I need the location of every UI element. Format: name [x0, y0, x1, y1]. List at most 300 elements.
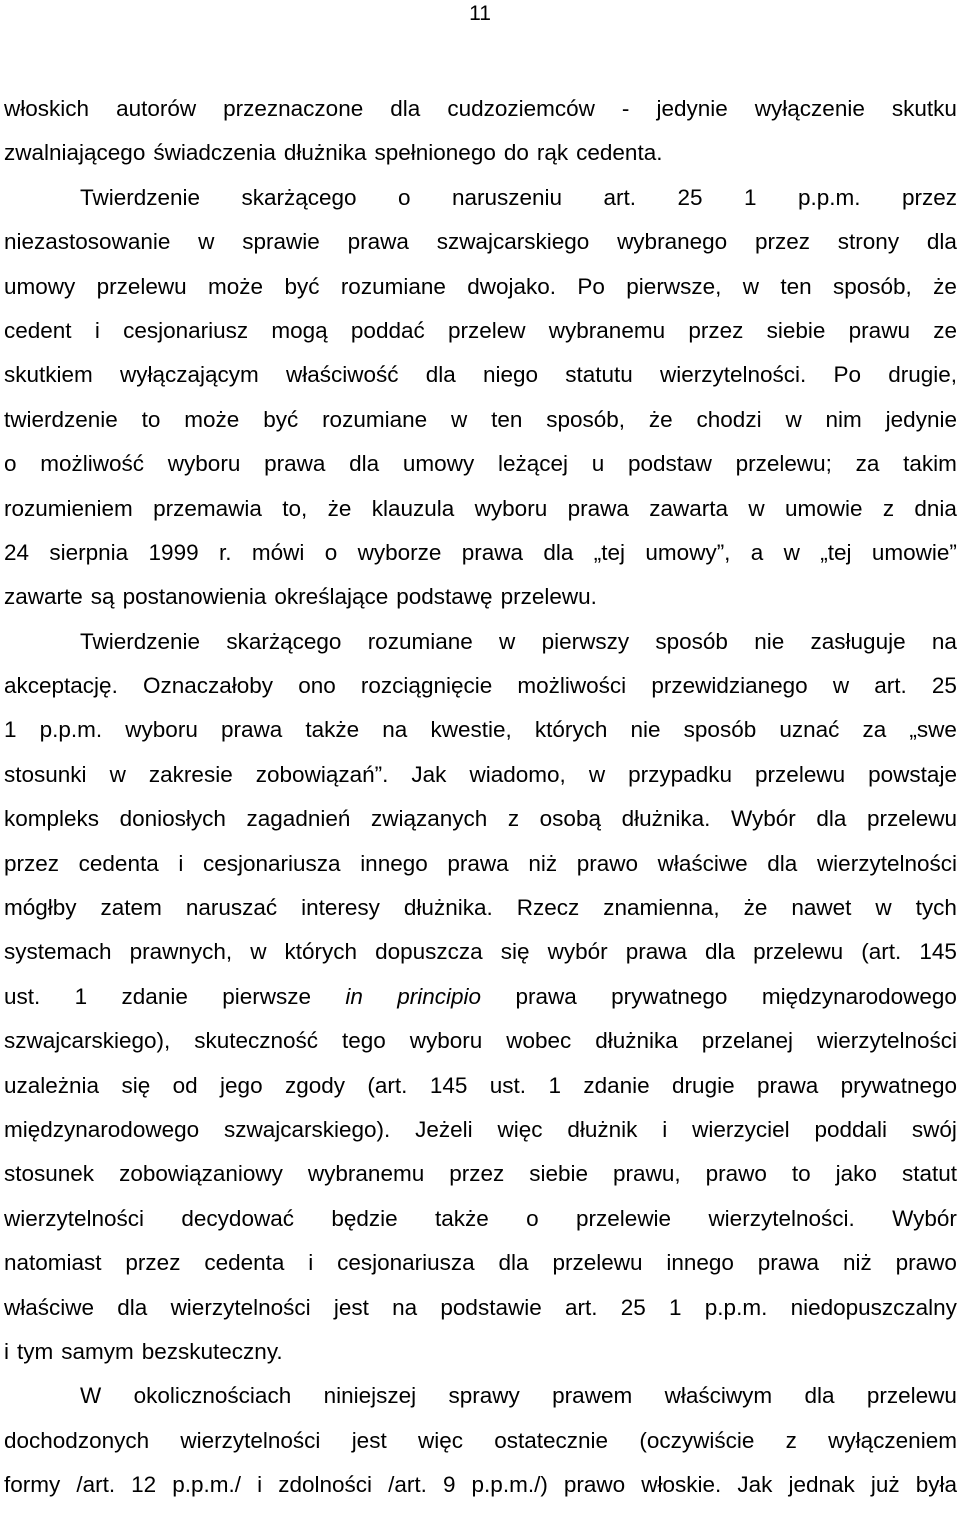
word: osobą: [539, 806, 601, 832]
word: 1999: [148, 539, 199, 565]
word: stosunek: [4, 1161, 95, 1187]
word: Wybór: [730, 806, 796, 832]
word: zobowiązań”.: [255, 761, 389, 787]
word: których: [284, 939, 358, 965]
text-line: [4, 895, 957, 939]
word: naruszeniu: [452, 184, 563, 210]
word: cudzoziemców: [447, 96, 595, 121]
text-line: [4, 318, 957, 362]
word: 145: [429, 1072, 468, 1098]
text-line: [4, 1383, 957, 1427]
word: przelewu: [866, 1383, 957, 1409]
word: że: [327, 495, 352, 521]
word: i: [94, 317, 100, 343]
word: autorów: [116, 96, 197, 121]
word: Wybór: [892, 1205, 957, 1231]
word: zdanie: [583, 1072, 650, 1098]
word: będzie: [331, 1205, 398, 1231]
word: prawo: [705, 1161, 767, 1187]
word: w: [499, 628, 516, 654]
word: niż: [528, 850, 558, 876]
word: w: [748, 495, 765, 521]
word: nawet: [791, 895, 852, 921]
word: właściwe: [657, 850, 748, 876]
word: postanowienia: [122, 584, 267, 610]
word: kwestie,: [430, 717, 512, 743]
word: umowie: [784, 495, 863, 521]
word: cesjonariusza: [337, 1250, 475, 1276]
word: twierdzenie: [4, 406, 118, 432]
word: to: [141, 406, 161, 432]
word: przez: [125, 1250, 181, 1276]
word: jest: [333, 1294, 369, 1320]
word: Twierdzenie: [80, 184, 201, 210]
word: jedynie: [656, 96, 728, 121]
word: ust.: [489, 1072, 527, 1098]
word: umowy”,: [645, 539, 731, 565]
word: mówi: [251, 539, 305, 565]
word: skutku: [891, 96, 957, 121]
word: wyłączającym: [119, 362, 259, 388]
word: wiadomo,: [469, 761, 566, 787]
word: „tej: [593, 539, 626, 565]
word: decydować: [181, 1205, 294, 1231]
word: doniosłych: [119, 806, 226, 832]
word: wierzytelności.: [659, 362, 807, 388]
word: prawa: [625, 939, 687, 965]
word: się: [121, 1072, 151, 1098]
word: niego: [482, 362, 538, 388]
word: świadczenia: [153, 140, 276, 166]
text-line: [4, 984, 957, 1028]
word: innego: [666, 1250, 734, 1276]
word: cedenta: [78, 850, 159, 876]
word: także: [305, 717, 360, 743]
word: właściwość: [285, 362, 399, 388]
word: zakresie: [148, 761, 233, 787]
word: statutu: [565, 362, 633, 388]
word: stosunki: [4, 761, 87, 787]
word: skarżącego: [226, 628, 342, 654]
word: przelewu: [96, 273, 187, 299]
word: drugie,: [888, 362, 957, 388]
word: Twierdzenie: [80, 628, 201, 654]
word: dla: [349, 451, 380, 477]
word: więc: [497, 1116, 543, 1142]
word: sposób: [655, 628, 728, 654]
word: in: [345, 983, 363, 1009]
word: /art.: [388, 1472, 427, 1498]
text-line: [4, 1339, 957, 1383]
word: w: [783, 539, 800, 565]
word: jest: [351, 1427, 387, 1453]
text-line: [4, 1472, 957, 1516]
word: możliwość: [40, 451, 145, 477]
word: których: [534, 717, 608, 743]
word: się: [500, 939, 530, 965]
word: rozumiane: [367, 628, 473, 654]
word: niniejszej: [323, 1383, 417, 1409]
word: chodzi: [696, 406, 762, 432]
word: rąk: [536, 140, 569, 166]
word: umowy: [402, 451, 475, 477]
word: niezastosowanie: [4, 229, 171, 255]
word: o: [324, 539, 338, 565]
word: od: [172, 1072, 198, 1098]
word: wybranemu: [548, 317, 666, 343]
word: wyłączenie: [754, 96, 865, 121]
word: prawnych,: [129, 939, 233, 965]
word: dla: [117, 1294, 148, 1320]
word: Po: [833, 362, 861, 388]
word: umowie”: [871, 539, 957, 565]
word: o: [526, 1205, 539, 1231]
word: /art.: [76, 1472, 116, 1498]
word: dłużnika.: [403, 895, 493, 921]
word: poddać: [350, 317, 425, 343]
word: dłużnik: [567, 1116, 638, 1142]
word: prywatnego: [840, 1072, 957, 1098]
word: dochodzonych: [4, 1427, 150, 1453]
word: w: [450, 406, 468, 432]
word: rozciągnięcie: [360, 673, 493, 699]
word: sierpnia: [49, 539, 129, 565]
word: sprawy: [448, 1383, 520, 1409]
word: możliwości: [517, 673, 627, 699]
word: prawa: [347, 229, 409, 255]
word: wyboru: [167, 451, 241, 477]
word: w: [109, 761, 126, 787]
word: tych: [915, 895, 957, 921]
word: włoskie.: [641, 1472, 722, 1498]
word: prawu: [848, 317, 910, 343]
word: międzynarodowego: [4, 1116, 200, 1142]
word: wybranego: [617, 229, 728, 255]
word: za: [855, 451, 880, 477]
text-line: [4, 96, 957, 140]
word: spełnionego: [374, 140, 496, 166]
word: na: [392, 1294, 418, 1320]
word: art.: [603, 184, 637, 210]
word: że: [933, 273, 957, 299]
word: 1: [669, 1294, 682, 1320]
word: principio: [397, 983, 482, 1009]
word: naruszać: [185, 895, 278, 921]
word: strony: [837, 229, 900, 255]
word: dopuszcza: [375, 939, 483, 965]
word: przelewu: [866, 806, 957, 832]
word: wierzytelności: [180, 1427, 321, 1453]
word: ten: [780, 273, 812, 299]
word: siebie: [766, 317, 826, 343]
word: 25: [931, 673, 957, 699]
word: cesjonariusz: [123, 317, 249, 343]
word: przez: [688, 317, 744, 343]
word: w: [832, 673, 850, 699]
word: wierzytelności: [170, 1294, 311, 1320]
text-line: [4, 1028, 957, 1072]
word: systemach: [4, 939, 112, 965]
word: p.p.m./: [172, 1472, 242, 1498]
word: jego: [220, 1072, 263, 1098]
word: zatem: [100, 895, 162, 921]
word: zobowiązaniowy: [119, 1161, 283, 1187]
word: przez: [901, 184, 957, 210]
word: wierzyciel: [692, 1116, 790, 1142]
text-line: [4, 274, 957, 318]
word: tym: [17, 1338, 54, 1364]
word: takim: [903, 451, 957, 477]
word: do: [503, 140, 529, 166]
word: p.p.m.: [797, 184, 861, 210]
text-line: [4, 451, 957, 495]
word: przelew: [448, 317, 526, 343]
text-line: [4, 1295, 957, 1339]
word: i: [178, 850, 184, 876]
word: u: [591, 451, 605, 477]
word: Po: [577, 273, 605, 299]
word: wyłączeniem: [828, 1427, 957, 1453]
word: -: [621, 96, 630, 121]
word: nie: [630, 717, 661, 743]
word: (art.: [367, 1072, 408, 1098]
word: podstaw: [628, 451, 712, 477]
word: jednak: [788, 1472, 855, 1498]
word: prawu,: [613, 1161, 681, 1187]
word: nim: [825, 406, 862, 432]
word: za: [862, 717, 887, 743]
word: w: [742, 273, 759, 299]
word: wobec: [506, 1028, 572, 1054]
word: 1: [743, 184, 757, 210]
word: już: [870, 1472, 900, 1498]
word: związanych: [370, 806, 488, 832]
word: p.p.m./): [471, 1472, 548, 1498]
word: podstawę: [396, 584, 493, 610]
word: a: [750, 539, 764, 565]
word: przelewu: [552, 1250, 643, 1276]
word: szwajcarskiego: [436, 229, 590, 255]
word: o: [4, 451, 17, 477]
text-line: [4, 762, 957, 806]
word: pierwszy: [541, 628, 630, 654]
word: wybór: [547, 939, 608, 965]
word: dłużnika: [595, 1028, 678, 1054]
word: dla: [390, 96, 421, 121]
word: być: [263, 406, 299, 432]
word: przez: [4, 850, 60, 876]
word: p.p.m.: [704, 1294, 768, 1320]
word: natomiast: [4, 1250, 102, 1276]
word: 1: [74, 983, 88, 1009]
word: 25: [677, 184, 703, 210]
word: przelewie: [576, 1205, 672, 1231]
word: 9: [442, 1472, 456, 1498]
word: wierzytelności: [4, 1205, 145, 1231]
word: w: [588, 761, 606, 787]
word: prawa: [756, 1072, 819, 1098]
word: p.p.m.: [39, 717, 103, 743]
word: okolicznościach: [133, 1383, 292, 1409]
word: dla: [705, 939, 736, 965]
word: klauzula: [371, 495, 455, 521]
word: dla: [498, 1250, 529, 1276]
word: prawem: [552, 1383, 633, 1409]
word: cedenta.: [576, 140, 663, 166]
word: przelewu: [755, 761, 846, 787]
text-line: [4, 1428, 957, 1472]
word: formy: [4, 1472, 61, 1498]
word: przez: [754, 229, 810, 255]
word: w: [198, 229, 215, 255]
word: przelanej: [701, 1028, 794, 1054]
word: prawa: [264, 451, 326, 477]
text-line: [4, 717, 957, 761]
word: może: [184, 406, 240, 432]
word: 1: [4, 717, 17, 743]
text-line: [4, 496, 957, 540]
word: że: [648, 406, 673, 432]
word: o: [398, 184, 411, 210]
word: zawarta: [649, 495, 728, 521]
text-line: [4, 1206, 957, 1250]
word: zdanie: [121, 983, 188, 1009]
word: r.: [218, 539, 232, 565]
word: sposób,: [546, 406, 626, 432]
text-line: [4, 851, 957, 895]
word: z: [882, 495, 895, 521]
word: prawa: [567, 495, 629, 521]
word: statut: [901, 1161, 957, 1187]
word: sposób,: [832, 273, 912, 299]
word: przypadku: [628, 761, 732, 787]
word: w: [250, 939, 267, 965]
word: sprawie: [242, 229, 320, 255]
word: przemawia: [153, 495, 262, 521]
word: właściwe: [4, 1294, 95, 1320]
word: z: [507, 806, 520, 832]
word: niż: [842, 1250, 872, 1276]
word: „tej: [820, 539, 852, 565]
word: Rzecz: [516, 895, 580, 921]
word: zgody: [284, 1072, 346, 1098]
text-line: [4, 673, 957, 717]
word: kompleks: [4, 806, 100, 832]
word: w: [785, 406, 802, 432]
word: rozumiane: [340, 273, 446, 299]
word: skarżącego: [241, 184, 357, 210]
word: siebie: [529, 1161, 589, 1187]
word: właściwym: [664, 1383, 773, 1409]
word: jako: [835, 1161, 877, 1187]
word: „swe: [909, 717, 957, 743]
word: przeznaczone: [223, 96, 364, 121]
word: prawa: [461, 539, 524, 565]
text-line: [4, 806, 957, 850]
word: prawo: [563, 1472, 626, 1498]
word: dnia: [914, 495, 957, 521]
document-body: [4, 96, 957, 1517]
word: wyborze: [357, 539, 442, 565]
word: wyboru: [474, 495, 548, 521]
word: cedent: [4, 317, 72, 343]
word: prawa: [447, 850, 509, 876]
word: wierzytelności: [816, 850, 957, 876]
word: akceptację.: [4, 673, 118, 699]
word: Jeżeli: [415, 1116, 473, 1142]
word: Oznaczałoby: [142, 673, 274, 699]
word: tego: [342, 1028, 386, 1054]
word: dwojako.: [467, 273, 557, 299]
word: rozumiane: [322, 406, 428, 432]
word: na: [382, 717, 408, 743]
word: nie: [754, 628, 785, 654]
word: przewidzianego: [651, 673, 808, 699]
text-line: [4, 1117, 957, 1161]
word: dla: [816, 806, 847, 832]
word: na: [931, 628, 957, 654]
word: ono: [298, 673, 336, 699]
word: dla: [767, 850, 798, 876]
word: ostatecznie: [494, 1427, 609, 1453]
word: zwalniającego: [4, 140, 146, 166]
word: prawa: [757, 1250, 820, 1276]
word: prawa: [220, 717, 283, 743]
word: że: [743, 895, 768, 921]
word: zagadnień: [246, 806, 351, 832]
word: zawarte: [4, 584, 83, 610]
word: 145: [919, 939, 957, 965]
word: to: [791, 1161, 811, 1187]
word: więc: [417, 1427, 463, 1453]
word: w: [875, 895, 892, 921]
word: przelewu.: [500, 584, 597, 610]
text-line: [4, 407, 957, 451]
word: wierzytelności.: [708, 1205, 855, 1231]
word: to,: [282, 495, 308, 521]
text-line: [4, 584, 957, 628]
word: są: [90, 584, 115, 610]
word: ze: [933, 317, 957, 343]
word: 24: [4, 539, 30, 565]
word: i: [4, 1338, 9, 1364]
word: skuteczność: [194, 1028, 319, 1054]
word: art.: [874, 673, 907, 699]
word: uzależnia: [4, 1072, 100, 1098]
word: włoskich: [4, 96, 90, 121]
word: cedenta: [204, 1250, 285, 1276]
word: i: [257, 1472, 263, 1498]
word: podstawie: [440, 1294, 542, 1320]
word: znamienna,: [603, 895, 720, 921]
word: 1: [548, 1072, 561, 1098]
text-line: [4, 1161, 957, 1205]
word: dla: [926, 229, 957, 255]
word: uznać: [779, 717, 840, 743]
text-line: [4, 1250, 957, 1294]
word: sposób: [683, 717, 757, 743]
word: wierzytelności: [816, 1028, 957, 1054]
text-line: [4, 362, 957, 406]
word: szwajcarskiego),: [4, 1028, 171, 1054]
word: być: [284, 273, 320, 299]
word: ust.: [4, 983, 41, 1009]
word: dłużnika: [283, 140, 367, 166]
word: niedopuszczalny: [790, 1294, 957, 1320]
word: dla: [543, 539, 574, 565]
word: rozumieniem: [4, 495, 133, 521]
word: szwajcarskiego).: [223, 1116, 391, 1142]
